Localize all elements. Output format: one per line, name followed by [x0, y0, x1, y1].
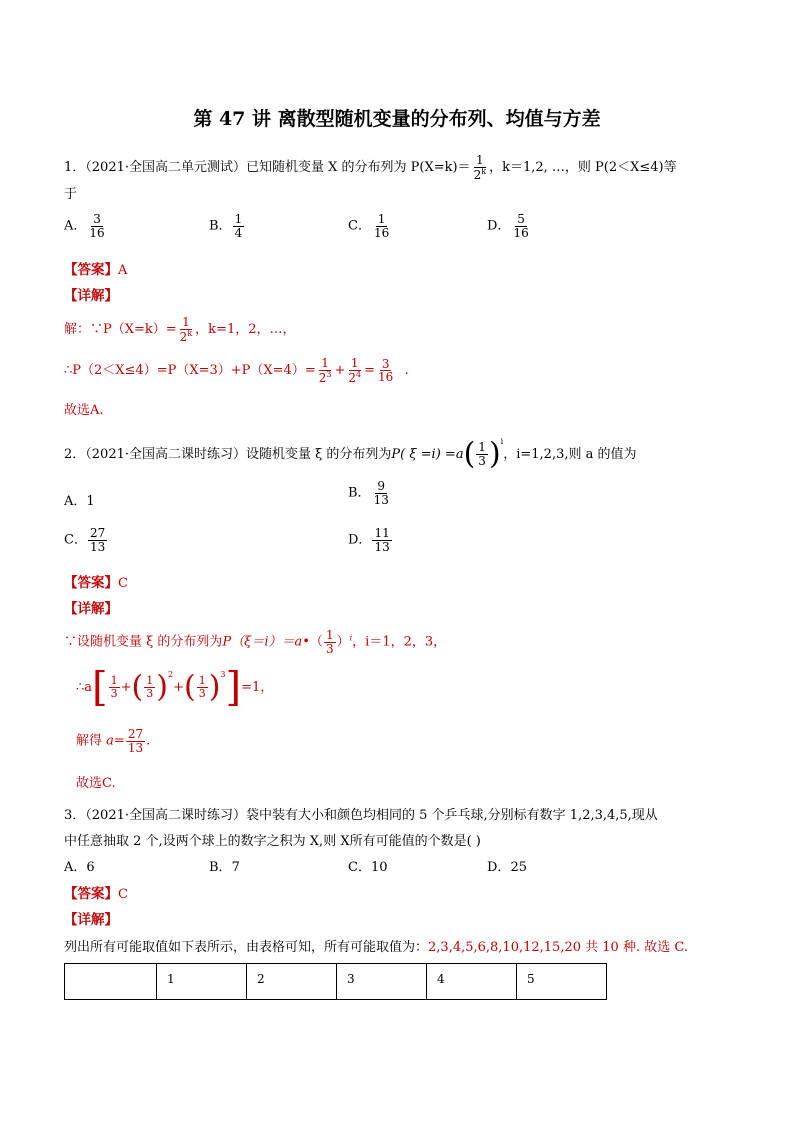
option-d: D． $\frac{5}{16}$ — [487, 212, 529, 240]
table-cell — [65, 964, 157, 1000]
option-a: A． $\frac{3}{16}$ — [64, 212, 105, 240]
solution-1-line-2: ∴P（2＜X≤4）=P（X=3）+P（X=4）= $\frac{1}{2^3}$ + $\frac{1}{2^4}$ = $\frac{3}{16}$ . — [64, 356, 409, 385]
answer-2: 【答案】C — [64, 575, 128, 591]
page-title: 第 47 讲 离散型随机变量的分布列、均值与方差 — [193, 108, 601, 130]
detail-tag-3: 【详解】 — [64, 912, 118, 928]
solution-2-line-3: 解得 a= $\frac{27}{13}$ . — [76, 727, 151, 755]
option-b: B． $\frac{1}{4}$ — [209, 212, 243, 240]
detail-tag-1: 【详解】 — [64, 288, 118, 304]
table-cell: 5 — [517, 964, 607, 1000]
table-cell: 2 — [247, 964, 337, 1000]
conclusion-2: 故选C. — [76, 776, 116, 791]
option-a: A．6 — [64, 860, 95, 875]
question-1-stem-cont: 于 — [64, 187, 78, 202]
solution-3: 列出所有可能取值如下表所示，由表格可知，所有可能取值为：2,3,4,5,6,8,10,12,15,20 共 10 种. 故选 C. — [64, 940, 688, 955]
solution-2-line-2: ∴a[ $\frac{1}{3}$ +( $\frac{1}{3}$ )$^2$+( $\frac{1}{3}$ )$^3$]=1， — [76, 664, 274, 711]
answer-1: 【答案】A — [64, 262, 128, 278]
fraction: $\frac{1}{2^k}$ — [473, 153, 487, 182]
option-c: C． $\frac{27}{13}$ — [64, 526, 106, 554]
table-cell: 1 — [157, 964, 247, 1000]
product-table — [64, 963, 607, 1000]
option-c: C． $\frac{1}{16}$ — [348, 212, 390, 240]
detail-tag-2: 【详解】 — [64, 601, 118, 617]
answer-3: 【答案】C — [64, 886, 128, 902]
table-cell: 4 — [427, 964, 517, 1000]
option-d: D． $\frac{11}{13}$ — [348, 526, 390, 554]
table-row — [65, 964, 607, 1000]
conclusion-1: 故选A. — [64, 403, 104, 418]
option-d: D．25 — [487, 860, 527, 875]
solution-1-line-1: 解：∵P（X=k）= $\frac{1}{2^k}$ ，k=1，2，…， — [64, 315, 296, 344]
table-cell: 3 — [337, 964, 427, 1000]
option-b: B． $\frac{9}{13}$ — [348, 479, 389, 507]
option-b: B．7 — [209, 860, 240, 875]
question-3-stem-cont: 中任意抽取 2 个,设两个球上的数字之积为 X,则 X所有可能值的个数是( ) — [64, 834, 481, 849]
option-a: A．1 — [64, 494, 95, 509]
option-c: C．10 — [348, 860, 388, 875]
question-3-stem: 3．（2021·全国高二课时练习）袋中装有大小和颜色均相同的 5 个乒乓球,分别标有数字 1,2,3,4,5,现从 — [64, 808, 658, 823]
question-2-stem: 2．（2021·全国高二课时练习）设随机变量 ξ 的分布列为P( ξ =i) =a( $\frac{1}{3}$ )$^i$，i=1,2,3,则 a 的值为 — [64, 436, 637, 472]
question-1-stem: 1．（2021·全国高二单元测试）已知随机变量 X 的分布列为 P(X=k)＝ $\frac{1}{2^k}$ ，k＝1,2, …，则 P(2＜X≤4)等 — [64, 153, 677, 182]
solution-2-line-1: ∵设随机变量 ξ 的分布列为P（ξ＝i）＝a•（ $\frac{1}{3}$ ）$^i$，i＝1，2，3， — [64, 628, 447, 656]
